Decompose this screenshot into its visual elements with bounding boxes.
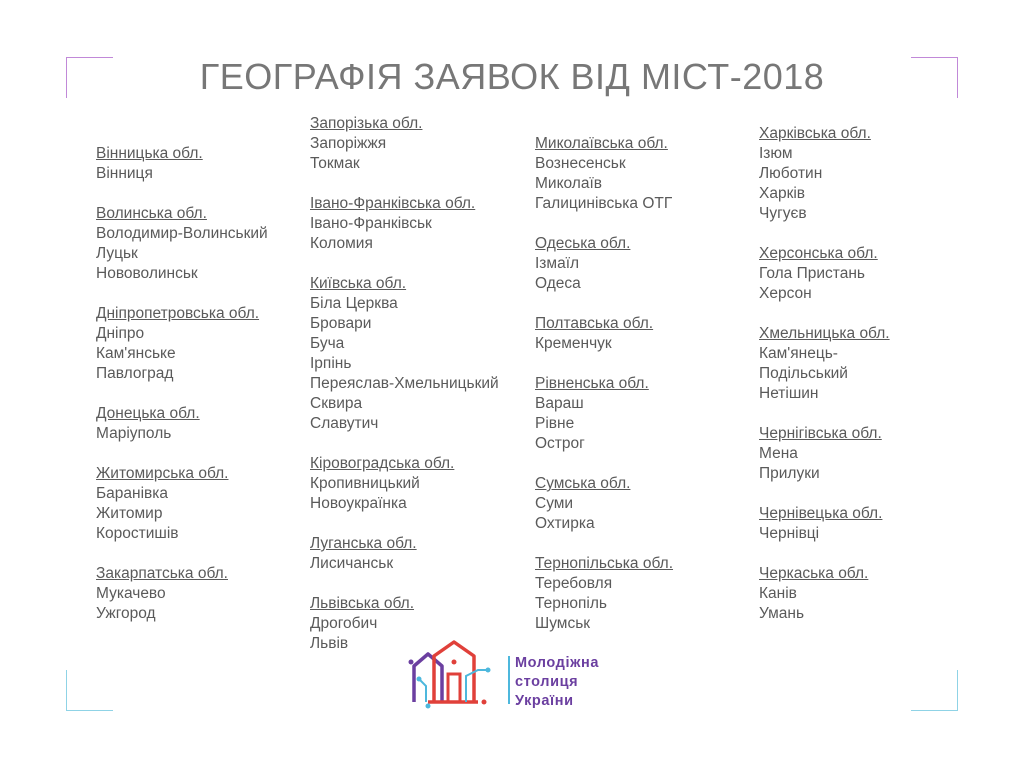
- city-name: Вінниця: [96, 165, 153, 182]
- city-name: Дніпро: [96, 325, 145, 342]
- region-block: [535, 474, 673, 534]
- city-name: Коростишів: [96, 525, 179, 542]
- region-name: Волинська обл.: [96, 205, 207, 222]
- logo: [408, 640, 628, 712]
- region-name: Луганська обл.: [310, 535, 417, 552]
- region-name: Чернівецька обл.: [759, 505, 883, 522]
- region-block: [535, 314, 673, 354]
- region-name: Чернігівська обл.: [759, 425, 882, 442]
- region-block: [759, 424, 890, 484]
- region-name: Харківська обл.: [759, 125, 871, 142]
- city-name: Біла Церква: [310, 295, 398, 312]
- region-block: [96, 464, 268, 544]
- region-name: Черкаська обл.: [759, 565, 869, 582]
- region-column-4: [759, 124, 890, 644]
- region-name: Сумська обл.: [535, 475, 631, 492]
- city-name: Запоріжжя: [310, 135, 387, 152]
- city-name: Рівне: [535, 415, 575, 432]
- city-name: Ужгород: [96, 605, 156, 622]
- city-name: Одеса: [535, 275, 581, 292]
- logo-line: Молодіжна: [515, 655, 599, 671]
- region-name: Миколаївська обл.: [535, 135, 668, 152]
- city-name: Люботин: [759, 165, 823, 182]
- region-name: Кіровоградська обл.: [310, 455, 455, 472]
- frame-corner-bottom-right: [911, 670, 958, 711]
- city-name: Кропивницький: [310, 475, 420, 492]
- city-name: Умань: [759, 605, 805, 622]
- region-block: [96, 144, 268, 184]
- city-name: Маріуполь: [96, 425, 172, 442]
- region-name: Івано-Франківська обл.: [310, 195, 476, 212]
- region-block: [759, 244, 890, 304]
- city-name: Тернопіль: [535, 595, 607, 612]
- logo-line: столиця: [515, 674, 579, 690]
- city-name: Івано-Франківськ: [310, 215, 432, 232]
- city-name: Прилуки: [759, 465, 820, 482]
- city-name: Павлоград: [96, 365, 174, 382]
- region-block: [96, 304, 268, 384]
- region-name: Тернопільська обл.: [535, 555, 674, 572]
- city-name: Житомир: [96, 505, 163, 522]
- city-name: Теребовля: [535, 575, 613, 592]
- city-name: Токмак: [310, 155, 360, 172]
- city-name: Коломия: [310, 235, 373, 252]
- logo-line: України: [515, 693, 574, 709]
- page-title: ГЕОГРАФІЯ ЗАЯВОК ВІД МІСТ-2018: [199, 56, 825, 97]
- region-name: Хмельницька обл.: [759, 325, 890, 342]
- city-name: Чугуєв: [759, 205, 807, 222]
- region-block: [759, 124, 890, 224]
- region-block: [310, 534, 499, 574]
- region-name: Вінницька обл.: [96, 145, 203, 162]
- city-name: Кам'янське: [96, 345, 176, 362]
- city-name: Буча: [310, 335, 345, 352]
- city-name: Вараш: [535, 395, 584, 412]
- region-name: Київська обл.: [310, 275, 407, 292]
- region-name: Одеська обл.: [535, 235, 631, 252]
- city-name: Славутич: [310, 415, 379, 432]
- city-name: Сквира: [310, 395, 363, 412]
- city-name: Баранівка: [96, 485, 169, 502]
- region-name: Рівненська обл.: [535, 375, 649, 392]
- region-name: Донецька обл.: [96, 405, 200, 422]
- city-name: Ірпінь: [310, 355, 352, 372]
- region-block: [759, 504, 890, 544]
- region-name: Житомирська обл.: [96, 465, 229, 482]
- city-name: Луцьк: [96, 245, 138, 262]
- region-block: [535, 374, 673, 454]
- city-name: Мукачево: [96, 585, 166, 602]
- frame-corner-bottom-left: [66, 670, 113, 711]
- city-name: Миколаїв: [535, 175, 603, 192]
- city-name: Дрогобич: [310, 615, 378, 632]
- city-name: Нововолинськ: [96, 265, 198, 282]
- city-name: Ізюм: [759, 145, 793, 162]
- city-name: Володимир-Волинський: [96, 225, 268, 242]
- logo-text: [515, 654, 625, 711]
- city-name: Охтирка: [535, 515, 595, 532]
- city-name: Лисичанськ: [310, 555, 394, 572]
- city-name: Ізмаїл: [535, 255, 580, 272]
- region-name: Дніпропетровська обл.: [96, 305, 260, 322]
- logo-houses-icon: [408, 640, 508, 712]
- region-name: Полтавська обл.: [535, 315, 654, 332]
- region-column-2: [310, 114, 499, 674]
- region-column-3: [535, 134, 673, 654]
- city-name: Кам'янець-: [759, 345, 838, 362]
- logo-divider: [508, 656, 510, 704]
- city-name: Канів: [759, 585, 797, 602]
- region-column-1: [96, 144, 268, 644]
- city-name: Шумськ: [535, 615, 591, 632]
- region-block: [310, 274, 499, 434]
- region-block: [535, 554, 673, 634]
- region-block: [759, 324, 890, 404]
- region-block: [310, 194, 499, 254]
- city-name: Подільський: [759, 365, 848, 382]
- region-name: Львівська обл.: [310, 595, 415, 612]
- region-block: [535, 134, 673, 214]
- city-name: Львів: [310, 635, 349, 652]
- city-name: Острог: [535, 435, 585, 452]
- region-block: [310, 114, 499, 174]
- city-name: Переяслав-Хмельницький: [310, 375, 499, 392]
- region-name: Запорізька обл.: [310, 115, 423, 132]
- city-name: Бровари: [310, 315, 372, 332]
- city-name: Галицинівська ОТГ: [535, 195, 673, 212]
- region-block: [96, 564, 268, 624]
- region-block: [96, 204, 268, 284]
- region-name: Херсонська обл.: [759, 245, 878, 262]
- city-name: Чернівці: [759, 525, 820, 542]
- region-name: Закарпатська обл.: [96, 565, 228, 582]
- city-name: Вознесенськ: [535, 155, 626, 172]
- region-block: [96, 404, 268, 444]
- city-name: Кременчук: [535, 335, 612, 352]
- region-block: [310, 454, 499, 514]
- city-name: Новоукраїнка: [310, 495, 407, 512]
- region-block: [535, 234, 673, 294]
- city-name: Гола Пристань: [759, 265, 865, 282]
- city-name: Харків: [759, 185, 806, 202]
- region-block: [759, 564, 890, 624]
- city-name: Суми: [535, 495, 574, 512]
- city-name: Херсон: [759, 285, 812, 302]
- city-name: Мена: [759, 445, 798, 462]
- city-name: Нетішин: [759, 385, 819, 402]
